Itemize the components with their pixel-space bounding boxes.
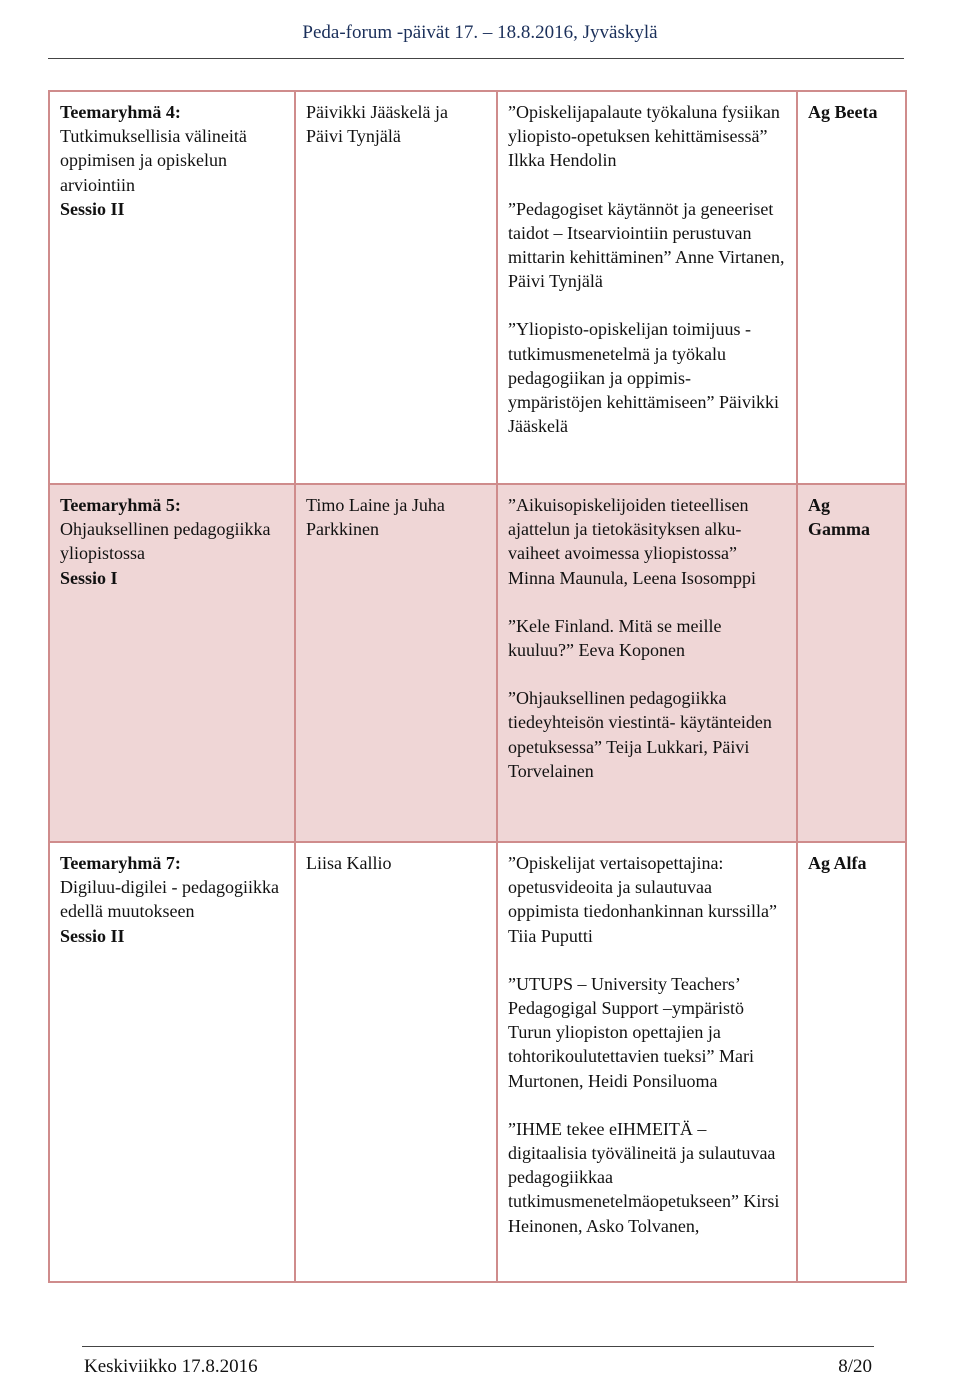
session-label: Sessio I xyxy=(60,567,118,588)
theme-group-cell xyxy=(49,91,295,484)
room-label: Ag Gamma xyxy=(808,495,870,540)
table-row xyxy=(49,91,906,484)
table-row xyxy=(49,842,906,1282)
footer-date: Keskiviikko 17.8.2016 xyxy=(84,1356,258,1377)
chairs-cell xyxy=(295,842,497,1282)
group-title: Teemaryhmä 7: xyxy=(60,853,181,873)
talk-entry: ”Opiskelijat vertaisopettajina: opetusvideoita ja sulautuvaa oppimista tiedonhankinnan kurssilla” Tiia Puputti xyxy=(508,853,777,946)
group-title: Teemaryhmä 4: xyxy=(60,102,181,122)
session-label: Sessio II xyxy=(60,925,125,946)
room-label: Ag Alfa xyxy=(808,853,867,873)
room-cell xyxy=(797,91,906,484)
group-title: Teemaryhmä 5: xyxy=(60,495,181,515)
page-header-title: Peda-forum -päivät 17. – 18.8.2016, Jyväskylä xyxy=(302,22,658,43)
room-cell xyxy=(797,484,906,842)
talk-entry: ”Ohjauksellinen pedagogiikka tiedeyhteisön viestintä- käytänteiden opetuksessa” Teija Lukkari, Päivi Torvelainen xyxy=(508,688,772,781)
header-divider xyxy=(48,58,904,59)
chairs-names: Päivikki Jääskelä ja Päivi Tynjälä xyxy=(306,102,448,147)
room-cell xyxy=(797,842,906,1282)
group-topic: Ohjauksellinen pedagogiikka yliopistossa xyxy=(60,519,271,564)
talks-cell xyxy=(497,91,797,484)
group-topic: Tutkimuksellisia välineitä oppimisen ja opiskelun arviointiin xyxy=(60,126,247,195)
talks-cell xyxy=(497,842,797,1282)
session-table xyxy=(48,90,907,1283)
session-label: Sessio II xyxy=(60,198,125,219)
talk-entry: ”Yliopisto-opiskelijan toimijuus - tutkimusmenetelmä ja työkalu pedagogiikan ja oppimis- ympäristöjen kehittämiseen” Päivikki Jääskelä xyxy=(508,319,779,437)
talk-entry: ”Opiskelijapalaute työkaluna fysiikan yliopisto-opetuksen kehittämisessä” Ilkka Hendolin xyxy=(508,102,780,171)
talk-entry: ”UTUPS – University Teachers’ Pedagogigal Support –ympäristö Turun yliopiston opettajien ja tohtorikoulutettavien tueksi” Mari Murtonen, Heidi Ponsiluoma xyxy=(508,973,754,1091)
theme-group-cell xyxy=(49,484,295,842)
talk-entry: ”Kele Finland. Mitä se meille kuuluu?” Eeva Koponen xyxy=(508,615,722,661)
chairs-names: Timo Laine ja Juha Parkkinen xyxy=(306,495,445,540)
page-number: 8/20 xyxy=(838,1356,872,1377)
chairs-cell xyxy=(295,484,497,842)
theme-group-cell xyxy=(49,842,295,1282)
room-label: Ag Beeta xyxy=(808,102,878,122)
table-row xyxy=(49,484,906,842)
chairs-cell xyxy=(295,91,497,484)
footer-divider xyxy=(82,1346,874,1347)
chairs-names: Liisa Kallio xyxy=(306,853,392,873)
talks-cell xyxy=(497,484,797,842)
talk-entry: ”Aikuisopiskelijoiden tieteellisen ajattelun ja tietokäsityksen alku- vaiheet avoimessa yliopistossa” Minna Maunula, Leena Isosomppi xyxy=(508,495,756,588)
talk-entry: ”IHME tekee eIHMEITÄ – digitaalisia työvälineitä ja sulautuvaa pedagogiikkaa tutkimusmenetelmäopetukseen” Kirsi Heinonen, Asko Tolvanen, xyxy=(508,1118,780,1236)
talk-entry: ”Pedagogiset käytännöt ja geneeriset taidot – Itsearviointiin perustuvan mittarin kehittäminen” Anne Virtanen, Päivi Tynjälä xyxy=(508,198,785,292)
group-topic: Digiluu-digilei - pedagogiikka edellä muutokseen xyxy=(60,877,279,922)
